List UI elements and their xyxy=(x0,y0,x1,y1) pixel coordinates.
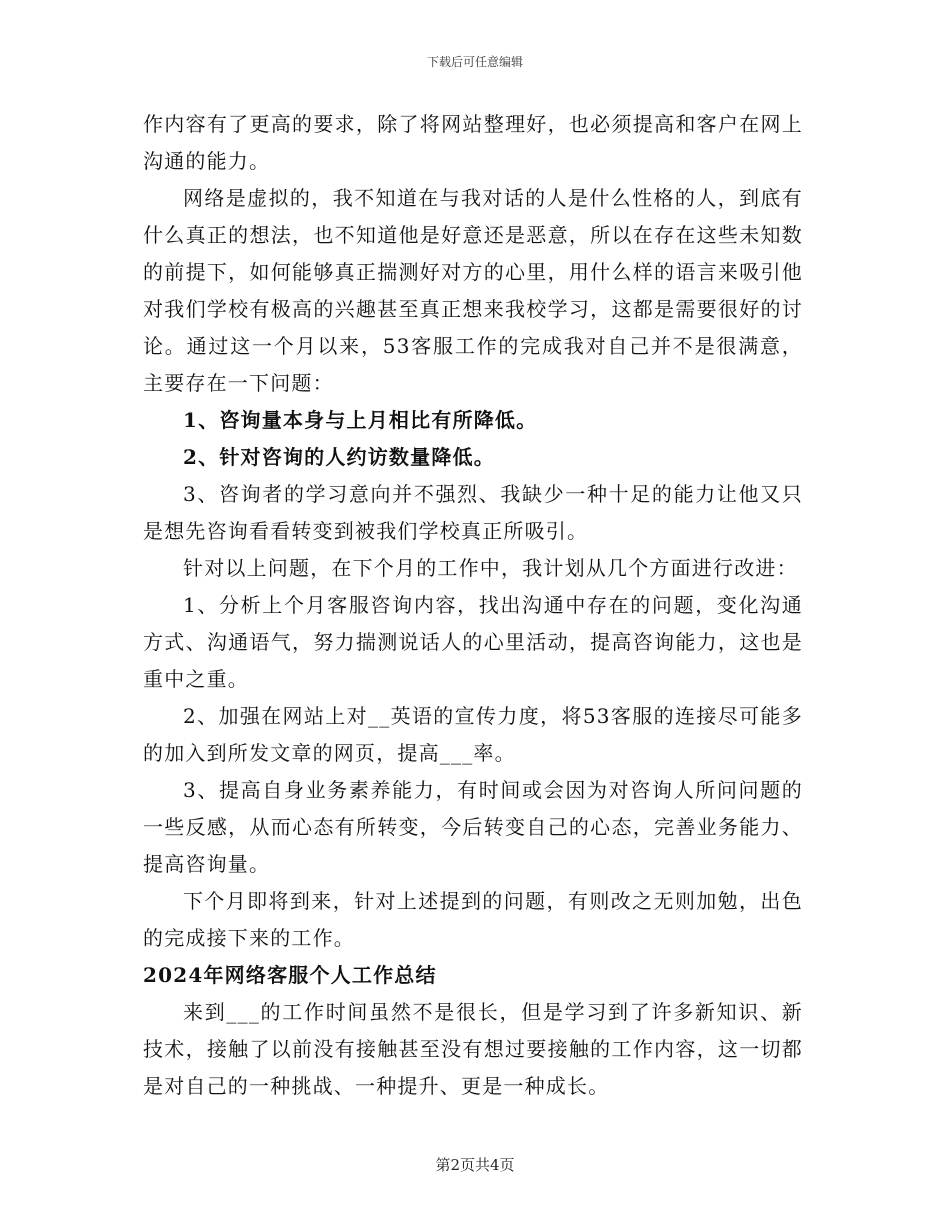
paragraph-virtual-network: 网络是虚拟的，我不知道在与我对话的人是什么性格的人，到底有什么真正的想法，也不知道他是好意还是恶意，所以在存在这些未知数的前提下，如何能够真正揣测好对方的心里，用什么样的语言来吸引他对我们学校有极高的兴趣甚至真正想来我校学习，这都是需要很好的讨论。通过这一个月以来，53客服工作的完成我对自己并不是很满意，主要存在一下问题： xyxy=(143,186,803,395)
problem-item-1: 1、咨询量本身与上月相比有所降低。 xyxy=(183,408,538,432)
problem-item-3: 3、咨询者的学习意向并不强烈、我缺少一种十足的能力让他又只是想先咨询看看转变到被我们学校真正所吸引。 xyxy=(143,482,803,543)
header-note: 下载后可任意编辑 xyxy=(426,55,523,69)
improvement-item-2: 2、加强在网站上对__英语的宣传力度，将53客服的连接尽可能多的加入到所发文章的网页，提高___率。 xyxy=(143,704,803,765)
problem-item-2: 2、针对咨询的人约访数量降低。 xyxy=(183,445,495,469)
improvement-intro: 针对以上问题，在下个月的工作中，我计划从几个方面进行改进： xyxy=(183,556,798,580)
closing-paragraph: 下个月即将到来，针对上述提到的问题，有则改之无则加勉，出色的完成接下来的工作。 xyxy=(143,889,803,950)
improvement-item-1: 1、分析上个月客服咨询内容，找出沟通中存在的问题，变化沟通方式、沟通语气，努力揣测说话人的心里活动，提高咨询能力，这也是重中之重。 xyxy=(143,593,803,691)
page-number: 第2页共4页 xyxy=(435,1156,515,1174)
section-intro-paragraph: 来到___的工作时间虽然不是很长，但是学习到了许多新知识、新技术，接触了以前没有接触甚至没有想过要接触的工作内容，这一切都是对自己的一种挑战、一种提升、更是一种成长。 xyxy=(143,1000,803,1098)
improvement-item-3: 3、提高自身业务素养能力，有时间或会因为对咨询人所问问题的一些反感，从而心态有所转变，今后转变自己的心态，完善业务能力、提高咨询量。 xyxy=(143,778,803,876)
paragraph-continuation: 作内容有了更高的要求，除了将网站整理好，也必须提高和客户在网上沟通的能力。 xyxy=(143,112,803,173)
section-title: 2024年网络客服个人工作总结 xyxy=(143,963,437,987)
document-body xyxy=(143,106,803,1105)
